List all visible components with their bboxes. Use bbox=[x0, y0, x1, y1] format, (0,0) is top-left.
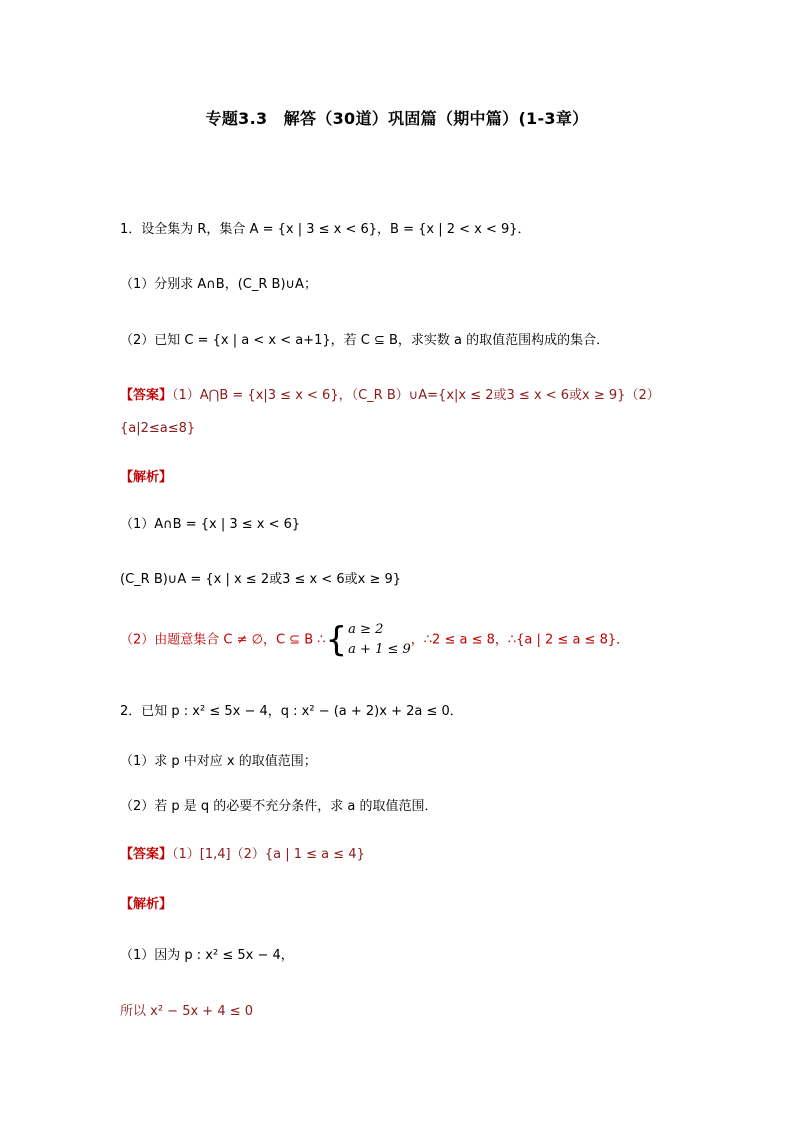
q2-stem: 2．已知 p : x² ≤ 5x − 4，q : x² − (a + 2)x + 2a ≤ 0． bbox=[120, 704, 463, 719]
q2-part1: （1）求 p 中对应 x 的取值范围； bbox=[120, 754, 317, 769]
q1-analysis-tag: 【解析】 bbox=[120, 470, 173, 485]
system-row-1: a ≥ 2 bbox=[348, 622, 384, 637]
page-title: 专题3.3 解答（30道）巩固篇（期中篇）(1-3章） bbox=[205, 109, 589, 128]
q2-analysis-line1: （1）因为 p : x² ≤ 5x − 4， bbox=[120, 948, 294, 963]
q1-answer-line2: {a|2≤a≤8} bbox=[120, 421, 196, 436]
q2-answer bbox=[120, 843, 365, 862]
q1-analysis-line2: (C_R B)∪A = {x | x ≤ 2或3 ≤ x < 6或x ≥ 9} bbox=[120, 572, 402, 587]
q1-analysis-line3-suffix: ，∴2 ≤ a ≤ 8，∴{a | 2 ≤ a ≤ 8}． bbox=[410, 632, 630, 648]
inequality-system bbox=[348, 620, 411, 660]
q2-answer-line: （1）[1,4]（2）{a | 1 ≤ a ≤ 4} bbox=[172, 847, 365, 862]
answer-tag: 【答案】 bbox=[120, 847, 173, 862]
q1-stem: 1．设全集为 R，集合 A = {x | 3 ≤ x < 6}，B = {x | 2 < x < 9}． bbox=[120, 222, 531, 237]
system-row-2: a + 1 ≤ 9 bbox=[348, 642, 411, 657]
q1-analysis-line1: （1）A∩B = {x | 3 ≤ x < 6} bbox=[120, 517, 301, 532]
q1-answer bbox=[120, 384, 660, 403]
answer-tag: 【答案】 bbox=[120, 388, 173, 403]
q2-analysis-line2: 所以 x² − 5x + 4 ≤ 0 bbox=[120, 1004, 254, 1019]
q1-part2: （2）已知 C = {x | a < x < a+1}，若 C ⊆ B，求实数 a 的取值范围构成的集合． bbox=[120, 333, 610, 348]
q1-analysis-line3 bbox=[120, 620, 629, 660]
q1-analysis-line3-prefix: （2）由题意集合 C ≠ ∅，C ⊆ B ∴ bbox=[120, 632, 326, 648]
q2-part2: （2）若 p 是 q 的必要不充分条件，求 a 的取值范围． bbox=[120, 799, 438, 814]
system-brace: { bbox=[325, 620, 348, 660]
q1-part1: （1）分别求 A∩B，(C_R B)∪A； bbox=[120, 277, 317, 292]
q1-answer-line1: （1）A⋂B = {x|3 ≤ x < 6}，（C_R B）∪A={x|x ≤ 2或3 ≤ x < 6或x ≥ 9}（2） bbox=[172, 388, 660, 403]
q2-analysis-tag: 【解析】 bbox=[120, 897, 173, 912]
